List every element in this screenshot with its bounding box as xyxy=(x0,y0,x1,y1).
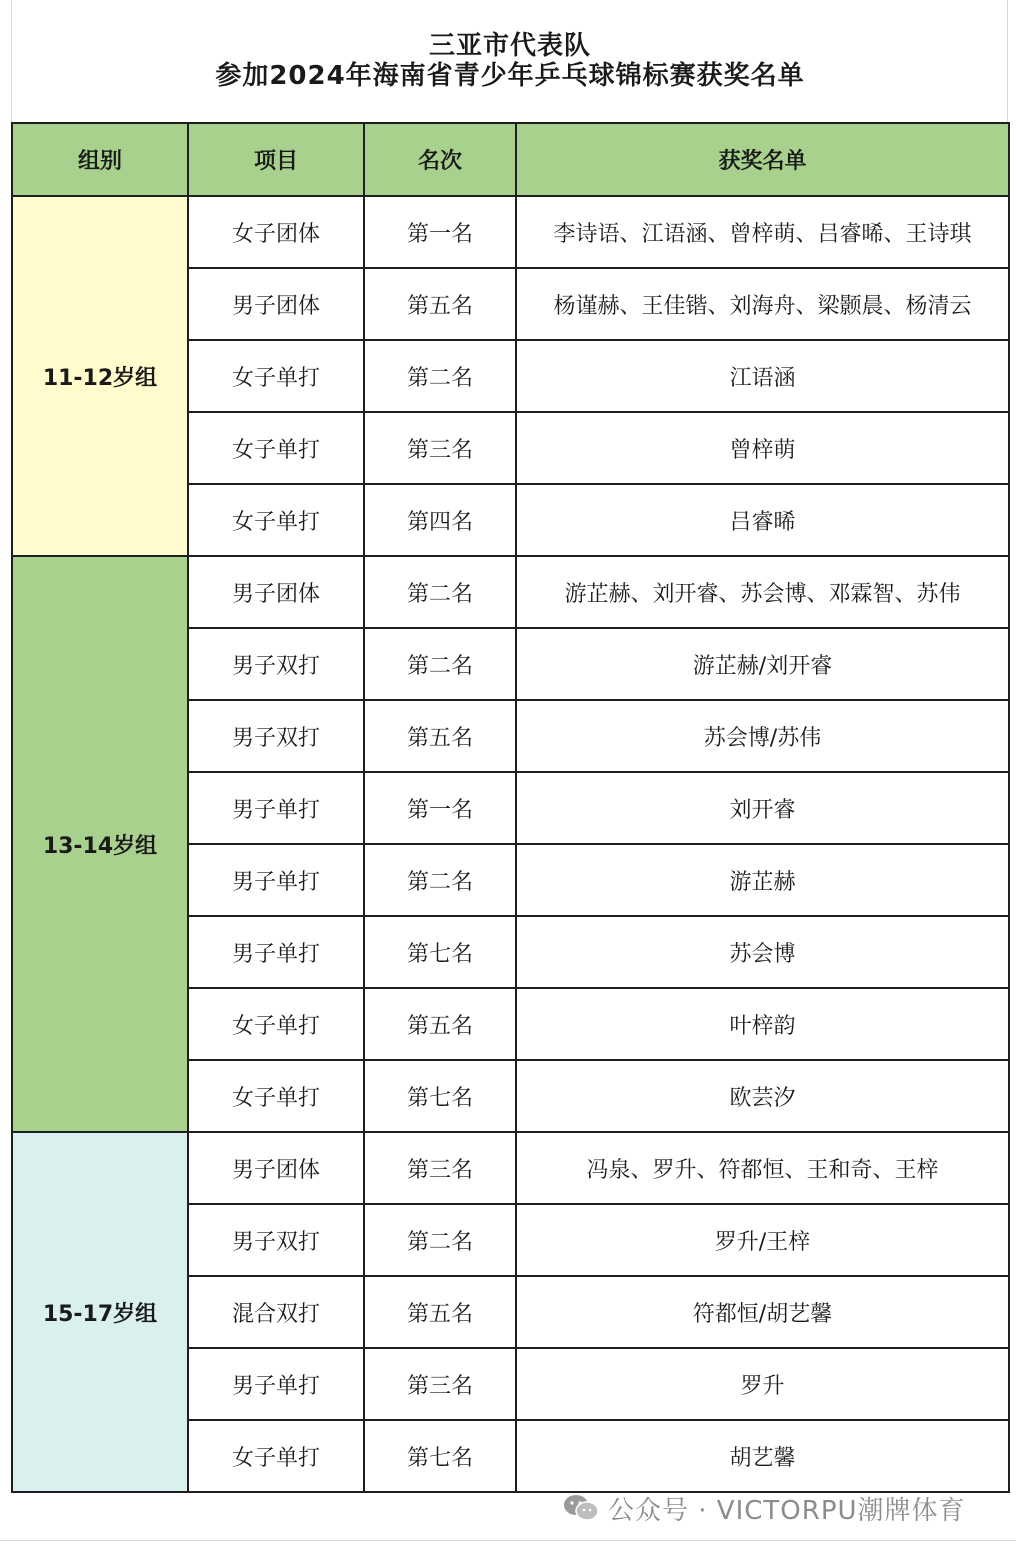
winners-cell: 苏会博 xyxy=(516,916,1009,988)
winners-cell: 游芷赫 xyxy=(516,844,1009,916)
rank-cell: 第七名 xyxy=(364,916,516,988)
table-row xyxy=(12,1132,1009,1204)
rank-cell: 第三名 xyxy=(364,412,516,484)
header-group: 组别 xyxy=(12,123,188,196)
watermark-text: 公众号 · VICTORPU潮牌体育 xyxy=(608,1495,966,1526)
winners-cell: 罗升/王梓 xyxy=(516,1204,1009,1276)
event-cell: 女子单打 xyxy=(188,1060,364,1132)
rank-cell: 第五名 xyxy=(364,988,516,1060)
winners-cell: 杨谨赫、王佳锴、刘海舟、梁颢晨、杨清云 xyxy=(516,268,1009,340)
table-row xyxy=(12,196,1009,268)
event-cell: 男子单打 xyxy=(188,844,364,916)
event-cell: 女子单打 xyxy=(188,1420,364,1492)
watermark xyxy=(562,1488,966,1528)
group-cell: 13-14岁组 xyxy=(12,556,188,1132)
event-cell: 男子团体 xyxy=(188,556,364,628)
event-cell: 女子单打 xyxy=(188,484,364,556)
winners-cell: 欧芸汐 xyxy=(516,1060,1009,1132)
event-cell: 男子双打 xyxy=(188,1204,364,1276)
winners-cell: 刘开睿 xyxy=(516,772,1009,844)
event-cell: 男子单打 xyxy=(188,916,364,988)
wechat-icon xyxy=(562,1493,600,1523)
rank-cell: 第七名 xyxy=(364,1060,516,1132)
event-cell: 女子单打 xyxy=(188,340,364,412)
winners-cell: 曾梓萌 xyxy=(516,412,1009,484)
event-cell: 混合双打 xyxy=(188,1276,364,1348)
winners-cell: 罗升 xyxy=(516,1348,1009,1420)
winners-cell: 叶梓韵 xyxy=(516,988,1009,1060)
rank-cell: 第二名 xyxy=(364,340,516,412)
event-cell: 男子双打 xyxy=(188,628,364,700)
group-cell: 11-12岁组 xyxy=(12,196,188,556)
rank-cell: 第四名 xyxy=(364,484,516,556)
rank-cell: 第一名 xyxy=(364,772,516,844)
event-cell: 男子单打 xyxy=(188,772,364,844)
header-event: 项目 xyxy=(188,123,364,196)
rank-cell: 第二名 xyxy=(364,844,516,916)
winners-cell: 游芷赫、刘开睿、苏会博、邓霖智、苏伟 xyxy=(516,556,1009,628)
document-title xyxy=(12,0,1008,122)
group-cell: 15-17岁组 xyxy=(12,1132,188,1492)
header-winners: 获奖名单 xyxy=(516,123,1009,196)
header-row xyxy=(12,123,1009,196)
awards-table xyxy=(11,122,1010,1493)
rank-cell: 第三名 xyxy=(364,1348,516,1420)
event-cell: 男子团体 xyxy=(188,1132,364,1204)
winners-cell: 苏会博/苏伟 xyxy=(516,700,1009,772)
event-cell: 女子单打 xyxy=(188,988,364,1060)
rank-cell: 第二名 xyxy=(364,628,516,700)
rank-cell: 第五名 xyxy=(364,268,516,340)
event-cell: 男子单打 xyxy=(188,1348,364,1420)
title-line-2: 参加2024年海南省青少年乒乓球锦标赛获奖名单 xyxy=(215,61,805,91)
rank-cell: 第一名 xyxy=(364,196,516,268)
table-row xyxy=(12,556,1009,628)
table-body xyxy=(12,196,1009,1492)
winners-cell: 符都恒/胡艺馨 xyxy=(516,1276,1009,1348)
rank-cell: 第五名 xyxy=(364,1276,516,1348)
sheet-gridline-bottom xyxy=(0,1540,1016,1541)
rank-cell: 第二名 xyxy=(364,556,516,628)
header-rank: 名次 xyxy=(364,123,516,196)
rank-cell: 第七名 xyxy=(364,1420,516,1492)
rank-cell: 第五名 xyxy=(364,700,516,772)
winners-cell: 胡艺馨 xyxy=(516,1420,1009,1492)
rank-cell: 第三名 xyxy=(364,1132,516,1204)
winners-cell: 游芷赫/刘开睿 xyxy=(516,628,1009,700)
winners-cell: 吕睿晞 xyxy=(516,484,1009,556)
title-line-1: 三亚市代表队 xyxy=(428,31,591,61)
winners-cell: 冯泉、罗升、符都恒、王和奇、王梓 xyxy=(516,1132,1009,1204)
winners-cell: 江语涵 xyxy=(516,340,1009,412)
event-cell: 男子双打 xyxy=(188,700,364,772)
rank-cell: 第二名 xyxy=(364,1204,516,1276)
event-cell: 女子团体 xyxy=(188,196,364,268)
winners-cell: 李诗语、江语涵、曾梓萌、吕睿晞、王诗琪 xyxy=(516,196,1009,268)
event-cell: 女子单打 xyxy=(188,412,364,484)
event-cell: 男子团体 xyxy=(188,268,364,340)
